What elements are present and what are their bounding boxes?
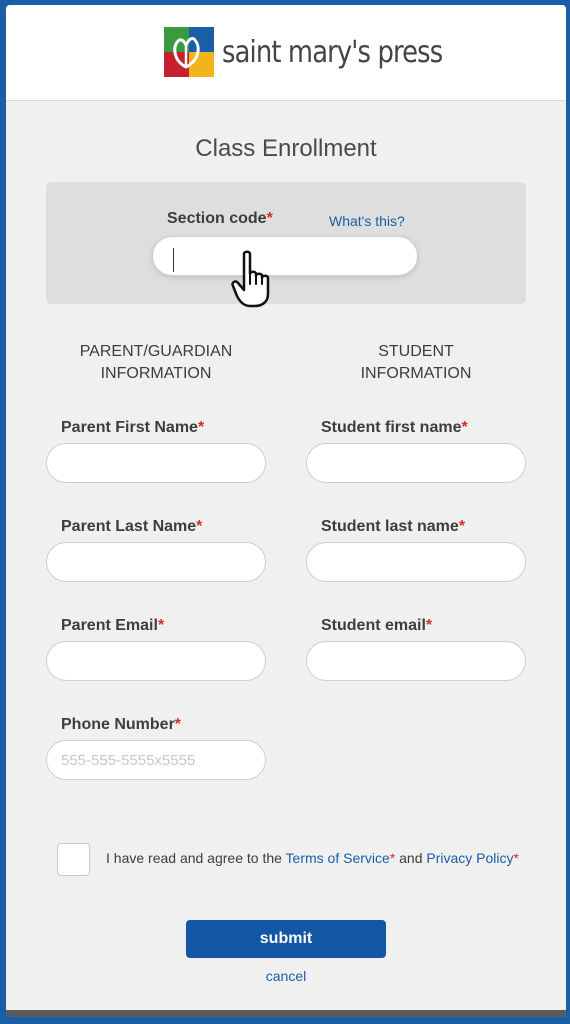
student-first-name-label [321,419,468,437]
agreement-prefix: I have read and agree to the [106,850,286,866]
whats-this-link[interactable]: What's this? [329,213,405,229]
cancel-link-text[interactable]: cancel [265,968,307,984]
parent-email-input[interactable] [46,641,266,681]
required-mark: * [425,617,433,634]
parent-last-name-label [61,518,202,536]
student-last-name-label-text: Student last name [321,518,459,535]
required-mark: * [196,518,203,535]
required-mark: * [513,850,519,866]
student-first-name-label-text: Student first name [321,419,462,436]
student-last-name-label [321,518,465,536]
parent-first-name-label-text: Parent First Name [61,419,198,436]
required-mark: * [389,850,396,866]
phone-number-input[interactable] [46,740,266,780]
logo-mark-icon [164,27,214,77]
page-title: Class Enrollment [195,135,377,162]
parent-last-name-label-text: Parent Last Name [61,518,197,535]
brand-logo[interactable] [164,27,478,77]
required-mark: * [461,419,468,436]
student-email-label [321,617,432,635]
student-column-heading: STUDENT INFORMATION [360,343,472,382]
required-mark: * [197,419,205,436]
agree-checkbox[interactable] [57,843,90,876]
parent-first-name-label [61,419,204,437]
parent-first-name-input[interactable] [46,443,266,483]
phone-number-label [61,716,181,734]
section-code-label [167,210,273,228]
section-code-panel [46,182,526,304]
student-email-input[interactable] [306,641,526,681]
cancel-link [6,968,566,984]
parent-email-label [61,617,164,635]
agreement-text [106,850,519,866]
section-code-label-text: Section code [167,210,267,227]
student-first-name-input[interactable] [306,443,526,483]
submit-button[interactable]: submit [186,920,386,958]
hand-pointer-icon [230,250,280,315]
required-mark: * [157,617,165,634]
agreement-conjunction: and [395,850,427,866]
student-email-label-text: Student email [321,617,426,634]
privacy-policy-link[interactable]: Privacy Policy [426,850,514,866]
terms-of-service-link[interactable]: Terms of Service [285,850,390,866]
logo-text: saint mary's press [222,34,443,70]
app-frame [6,5,566,1017]
parent-column-heading: PARENT/GUARDIAN INFORMATION [79,343,233,382]
section-code-input[interactable] [152,236,418,276]
required-mark: * [266,210,273,227]
required-mark: * [458,518,466,535]
student-last-name-input[interactable] [306,542,526,582]
parent-email-label-text: Parent Email [61,617,158,634]
header [6,5,566,101]
required-mark: * [174,716,182,733]
bottom-bar [6,1010,566,1017]
parent-last-name-input[interactable] [46,542,266,582]
phone-number-label-text: Phone Number [61,716,175,733]
text-caret [173,248,174,272]
